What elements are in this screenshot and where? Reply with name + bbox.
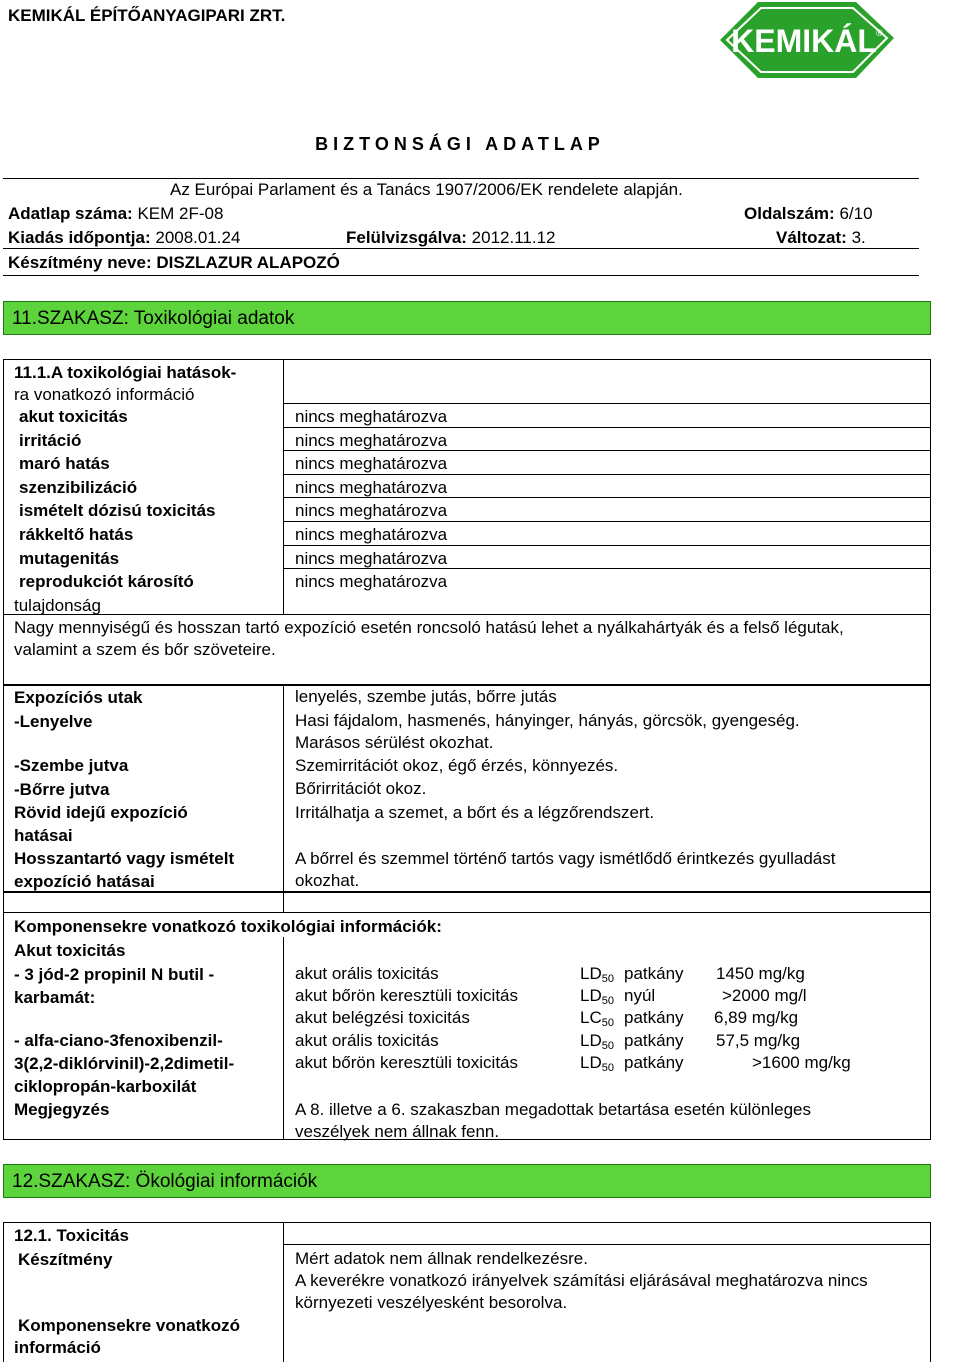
- tox-value: 6,89 mg/kg: [714, 1008, 799, 1027]
- component-2-name: - alfa-ciano-3fenoxibenzil-: [14, 1031, 223, 1050]
- tox-species: patkány: [624, 1031, 684, 1050]
- long-exposure-label: Hosszantartó vagy ismételt: [14, 849, 235, 868]
- sheet-no: KEM 2F-08: [137, 204, 224, 223]
- sheet-no-label: Adatlap száma:: [8, 204, 133, 223]
- tox-param-name: LC: [580, 1008, 602, 1027]
- preparation-value-1: Mért adatok nem állnak rendelkezésre.: [295, 1249, 588, 1268]
- tox-param-subscript: 50: [601, 1040, 614, 1052]
- sub-title-11-1: 11.1.A toxikológiai hatások-: [14, 363, 237, 382]
- tox-route: akut bőrön keresztüli toxicitás: [295, 986, 518, 1005]
- logo-text: KEMIKÁL: [731, 23, 877, 59]
- kemikal-logo: [718, 0, 896, 80]
- eye-value: Szemirritációt okoz, égő érzés, könnyezés.: [295, 756, 619, 775]
- long-exposure-value-2: okozhat.: [295, 871, 360, 890]
- tox-value: 57,5 mg/kg: [716, 1031, 801, 1050]
- tox-param: [580, 984, 614, 1007]
- long-exposure-value-1: A bőrrel és szemmel történő tartós vagy ismétlődő érintkezés gyulladást: [295, 849, 836, 868]
- section-12-title: 12.SZAKASZ: Ökológiai információk: [12, 1171, 318, 1192]
- issue-date: 2008.01.24: [155, 228, 241, 247]
- tox-param-subscript: 50: [601, 973, 614, 985]
- short-exposure-value: Irritálhatja a szemet, a bőrt és a légzőrendszert.: [295, 803, 655, 822]
- tox-row-label: mutagenitás: [19, 549, 120, 568]
- tox-param: [580, 962, 614, 985]
- tox-row-label: irritáció: [19, 431, 82, 450]
- revised-date: 2012.11.12: [471, 228, 556, 247]
- preparation-value-3: környezeti veszélyesként besorolva.: [295, 1293, 568, 1312]
- tox-param-name: LD: [580, 1031, 602, 1050]
- component-info-label: Komponensekre vonatkozó: [18, 1316, 240, 1335]
- tox-value: >1600 mg/kg: [752, 1053, 851, 1072]
- repro-label-cont: tulajdonság: [14, 596, 101, 615]
- tox-row-label: rákkeltő hatás: [19, 525, 134, 544]
- ingestion-value-2: Marásos sérülést okozhat.: [295, 733, 494, 752]
- tox-species: patkány: [624, 1053, 684, 1072]
- exposure-routes-label: Expozíciós utak: [14, 688, 143, 707]
- revised-label: Felülvizsgálva:: [346, 228, 467, 247]
- tox-param-subscript: 50: [601, 1017, 614, 1029]
- remark-label: Megjegyzés: [14, 1100, 110, 1119]
- short-exposure-label: Rövid idejű expozíció: [14, 803, 188, 822]
- tox-note: Nagy mennyiségű és hosszan tartó expozíció esetén roncsoló hatású lehet a nyálkahártyák és a felső légutak, valamint a szem és bőr szöveteire.: [14, 618, 844, 659]
- acute-toxicity-label: Akut toxicitás: [14, 941, 126, 960]
- remark-value-1: A 8. illetve a 6. szakaszban megadottak betartása esetén különleges: [295, 1100, 811, 1119]
- tox-value: >2000 mg/l: [722, 986, 807, 1005]
- tox-row-label: maró hatás: [19, 454, 110, 473]
- regulation-text: Az Európai Parlament és a Tanács 1907/2006/EK rendelete alapján.: [170, 180, 683, 199]
- page-label: Oldalszám:: [744, 204, 835, 223]
- tox-value: 1450 mg/kg: [716, 964, 805, 983]
- remark-value-2: veszélyek nem állnak fenn.: [295, 1122, 500, 1141]
- logo-registered-mark: ®: [876, 28, 883, 38]
- component-1-name: - 3 jód-2 propinil N butil -: [14, 965, 215, 984]
- tox-param: [580, 1029, 614, 1052]
- tox-species: nyúl: [624, 986, 656, 1005]
- tox-param-name: LD: [580, 1053, 602, 1072]
- components-title: Komponensekre vonatkozó toxikológiai információk:: [14, 917, 442, 936]
- company-name: KEMIKÁL ÉPÍTŐANYAGIPARI ZRT.: [8, 6, 286, 25]
- tox-row-label: akut toxicitás: [19, 407, 128, 426]
- skin-label: -Bőrre jutva: [14, 780, 110, 799]
- section-12-header: [3, 1164, 931, 1198]
- tox-row-value: nincs meghatározva: [295, 501, 448, 520]
- sub-title-12-1: 12.1. Toxicitás: [14, 1226, 129, 1245]
- sub-title-11-1-cont: ra vonatkozó információ: [14, 385, 195, 404]
- tox-param-subscript: 50: [601, 1062, 614, 1074]
- tox-row-value: nincs meghatározva: [295, 549, 448, 568]
- component-2-name-cont2: ciklopropán-karboxilát: [14, 1077, 197, 1096]
- short-exposure-label-cont: hatásai: [14, 826, 73, 845]
- eye-label: -Szembe jutva: [14, 756, 129, 775]
- tox-route: akut bőrön keresztüli toxicitás: [295, 1053, 518, 1072]
- product-name: Készítmény neve: DISZLAZUR ALAPOZÓ: [8, 253, 340, 272]
- section-11-header: [3, 301, 931, 335]
- tox-row-value: nincs meghatározva: [295, 407, 448, 426]
- exposure-routes-value: lenyelés, szembe jutás, bőrre jutás: [295, 687, 557, 706]
- tox-route: akut orális toxicitás: [295, 1031, 439, 1050]
- tox-param: [580, 1006, 614, 1029]
- tox-route: akut belégzési toxicitás: [295, 1008, 470, 1027]
- tox-species: patkány: [624, 964, 684, 983]
- component-info-label-cont: információ: [14, 1338, 101, 1357]
- tox-param-name: LD: [580, 964, 602, 983]
- page-number: 6/10: [839, 204, 873, 223]
- tox-param: [580, 1051, 614, 1074]
- component-2-name-cont: 3(2,2-diklórvinil)-2,2dimetil-: [14, 1054, 235, 1073]
- version-label: Változat:: [776, 228, 847, 247]
- document-title: BIZTONSÁGI ADATLAP: [315, 134, 605, 154]
- version-number: 3.: [851, 228, 866, 247]
- tox-param-name: LD: [580, 986, 602, 1005]
- ingestion-label: -Lenyelve: [14, 712, 93, 731]
- tox-row-label: ismételt dózisú toxicitás: [19, 501, 216, 520]
- preparation-value-2: A keverékre vonatkozó irányelvek számítási eljárásával meghatározva nincs: [295, 1271, 868, 1290]
- long-exposure-label-cont: expozíció hatásai: [14, 872, 155, 891]
- section-11-title: 11.SZAKASZ: Toxikológiai adatok: [12, 308, 295, 329]
- tox-row-label: reprodukciót károsító: [19, 572, 194, 591]
- component-1-name-cont: karbamát:: [14, 988, 96, 1007]
- preparation-label: Készítmény: [18, 1250, 113, 1269]
- tox-row-value: nincs meghatározva: [295, 431, 448, 450]
- tox-row-label: szenzibilizáció: [19, 478, 138, 497]
- ingestion-value-1: Hasi fájdalom, hasmenés, hányinger, hányás, görcsök, gyengeség.: [295, 711, 800, 730]
- tox-param-subscript: 50: [601, 995, 614, 1007]
- tox-route: akut orális toxicitás: [295, 964, 439, 983]
- skin-value: Bőrirritációt okoz.: [295, 779, 427, 798]
- tox-row-value: nincs meghatározva: [295, 454, 448, 473]
- tox-row-value: nincs meghatározva: [295, 525, 448, 544]
- tox-species: patkány: [624, 1008, 684, 1027]
- tox-row-value: nincs meghatározva: [295, 478, 448, 497]
- tox-row-value: nincs meghatározva: [295, 572, 448, 591]
- issue-label: Kiadás időpontja:: [8, 228, 151, 247]
